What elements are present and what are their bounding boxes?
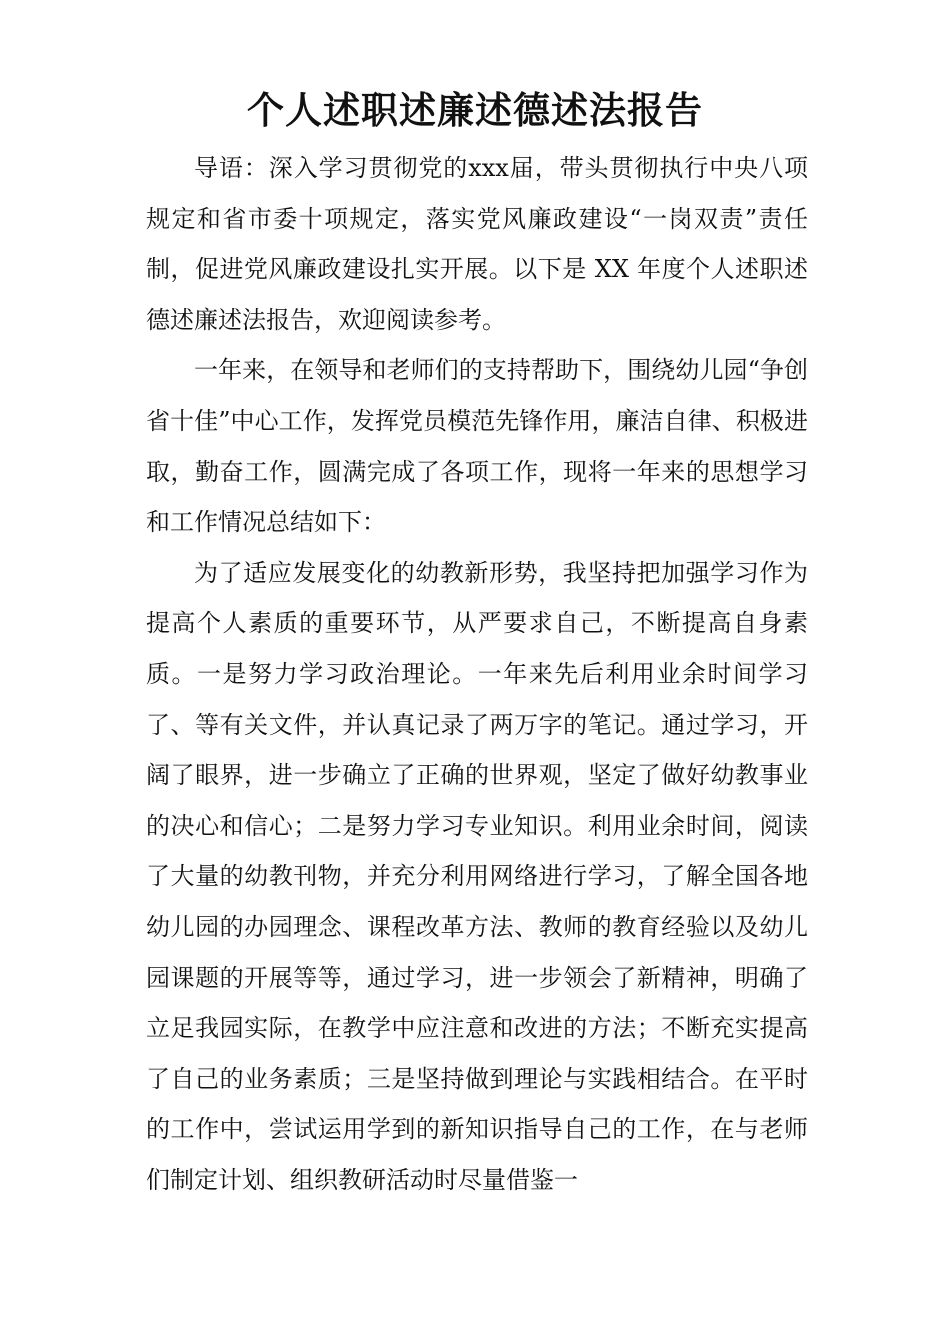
paragraph-intro: 导语：深入学习贯彻党的xxx届，带头贯彻执行中央八项规定和省市委十项规定，落实党风廉政建设“一岗双责”责任制，促进党风廉政建设扎实开展。以下是 XX 年度个人述职述德述廉述法报告，欢迎阅读参考。 (146, 154, 808, 334)
paragraph-study: 为了适应发展变化的幼教新形势，我坚持把加强学习作为提高个人素质的重要环节，从严要求自己，不断提高自身素质。一是努力学习政治理论。一年来先后利用业余时间学习了、等有关文件，并认真记录了两万字的笔记。通过学习，开阔了眼界，进一步确立了正确的世界观，坚定了做好幼教事业的决心和信心；二是努力学习专业知识。利用业余时间，阅读了大量的幼教刊物，并充分利用网络进行学习，了解全国各地幼儿园的办园理念、课程改革方法、教师的教育经验以及幼儿园课题的开展等等，通过学习，进一步领会了新精神，明确了立足我园实际，在教学中应注意和改进的方法；不断充实提高了自己的业务素质；三是坚持做到理论与实践相结合。在平时的工作中，尝试运用学到的新知识指导自己的工作，在与老师们制定计划、组织教研活动时尽量借鉴一 (146, 558, 808, 1194)
document-body (146, 143, 808, 1205)
paragraph-overview: 一年来，在领导和老师们的支持帮助下，围绕幼儿园“争创省十佳”中心工作，发挥党员模范先锋作用，廉洁自律、积极进取，勤奋工作，圆满完成了各项工作，现将一年来的思想学习和工作情况总结如下： (146, 356, 808, 537)
document-title: 个人述职述廉述德述法报告 (247, 88, 703, 132)
